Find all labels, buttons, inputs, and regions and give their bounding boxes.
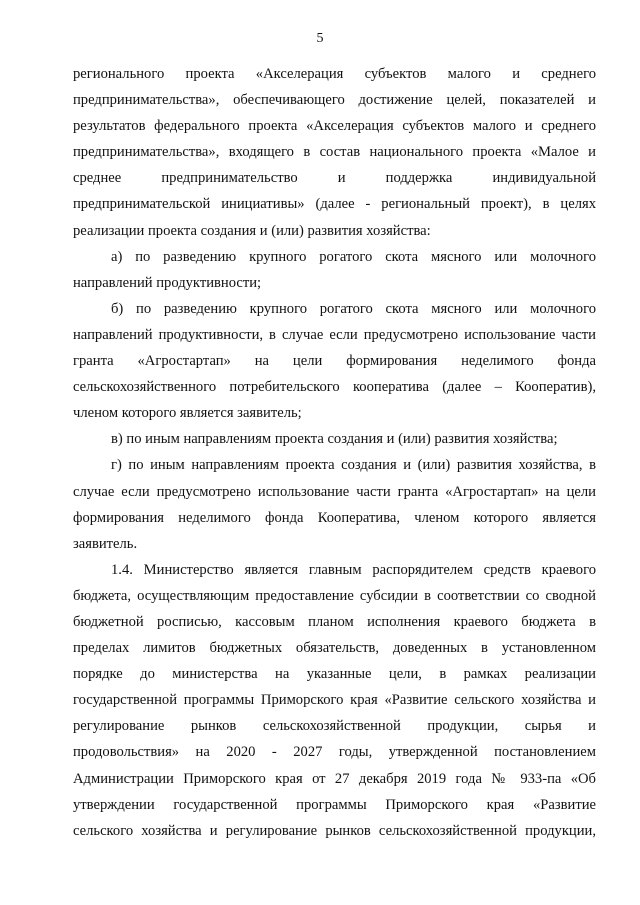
paragraph-item-a xyxy=(73,244,596,296)
paragraph-section-1-4 xyxy=(73,557,596,844)
text-line: случае если предусмотрено использование части гранта «Агростартап» на цели xyxy=(73,483,596,500)
paragraph-intro xyxy=(73,61,596,244)
text-line: реализации проекта создания и (или) развития хозяйства: xyxy=(73,222,431,239)
text-line: гранта «Агростартап» на цели формирования неделимого фонда xyxy=(73,353,596,370)
paragraph-item-g xyxy=(73,452,596,556)
page-number: 5 xyxy=(316,31,324,46)
text-line: направлений продуктивности, в случае если предусмотрено использование части xyxy=(73,326,596,343)
text-line: членом которого является заявитель; xyxy=(73,405,302,422)
text-line: направлений продуктивности; xyxy=(73,274,262,291)
document-body xyxy=(73,61,596,844)
text-line: регионального проекта «Акселерация субъектов малого и среднего xyxy=(73,66,596,82)
paragraph-item-v xyxy=(73,426,596,452)
text-line: среднее предпринимательство и поддержка индивидуальной xyxy=(73,170,596,187)
text-line: утверждении государственной программы Приморского края «Развитие xyxy=(73,796,596,813)
text-line: в) по иным направлениям проекта создания и (или) развития хозяйства; xyxy=(111,431,558,448)
text-line: г) по иным направлениям проекта создания и (или) развития хозяйства, в xyxy=(111,457,596,474)
text-line: порядке до министерства на указанные цели, в рамках реализации xyxy=(73,666,596,683)
text-line: пределах лимитов бюджетных обязательств, доведенных в установленном xyxy=(73,640,596,657)
text-line: заявитель. xyxy=(73,535,138,552)
text-line: регулирование рынков сельскохозяйственной продукции, сырья и xyxy=(73,718,596,735)
text-line: сельского хозяйства и регулирование рынков сельскохозяйственной продукции, xyxy=(73,822,596,839)
text-line: сельскохозяйственного потребительского кооператива (далее – Кооператив), xyxy=(73,379,596,396)
text-line: Администрации Приморского края от 27 декабря 2019 года № 933-па «Об xyxy=(73,770,596,787)
text-line: предпринимательства», входящего в состав национального проекта «Малое и xyxy=(73,144,596,161)
text-line: результатов федерального проекта «Акселерация субъектов малого и среднего xyxy=(73,118,596,135)
text-line: бюджета, осуществляющим предоставление субсидии в соответствии со сводной xyxy=(73,587,596,604)
text-line: б) по разведению крупного рогатого скота мясного или молочного xyxy=(111,300,596,317)
text-line: продовольствия» на 2020 - 2027 годы, утвержденной постановлением xyxy=(73,744,596,761)
paragraph-item-b xyxy=(73,296,596,426)
text-line: государственной программы Приморского края «Развитие сельского хозяйства и xyxy=(73,692,596,709)
text-line: предпринимательской инициативы» (далее - региональный проект), в целях xyxy=(73,196,596,213)
text-line: 1.4. Министерство является главным распорядителем средств краевого xyxy=(111,561,596,578)
text-line: формирования неделимого фонда Кооператива, членом которого является xyxy=(73,509,596,526)
text-line: бюджетной росписью, кассовым планом исполнения краевого бюджета в xyxy=(73,613,596,630)
text-line: предпринимательства», обеспечивающего достижение целей, показателей и xyxy=(73,92,596,109)
text-line: а) по разведению крупного рогатого скота мясного или молочного xyxy=(111,248,596,265)
